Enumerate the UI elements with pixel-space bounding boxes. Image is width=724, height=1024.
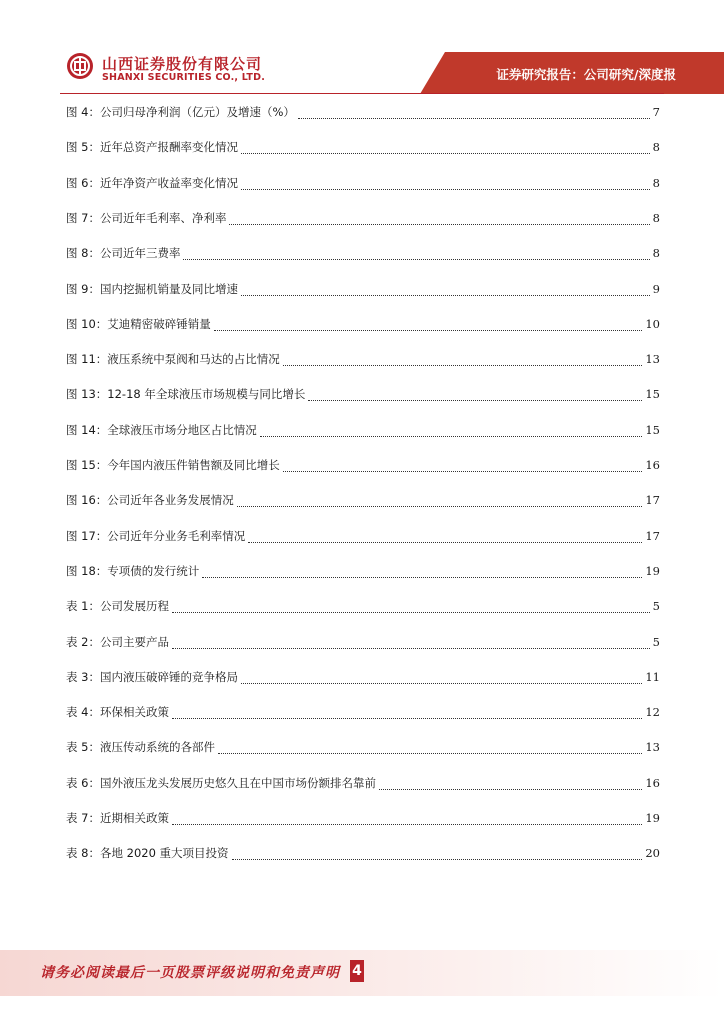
toc-entry-label: 图 13：12-18 年全球液压市场规模与同比增长 (66, 387, 306, 402)
toc-leader-dots (298, 117, 650, 119)
toc-entry[interactable] (66, 422, 660, 442)
toc-entry[interactable] (66, 139, 660, 159)
toc-leader-dots (172, 717, 642, 719)
toc-leader-dots (241, 188, 650, 190)
toc-entry-label: 表 8：各地 2020 重大项目投资 (66, 846, 229, 861)
toc-leader-dots (308, 399, 642, 401)
toc-entry-label: 表 1：公司发展历程 (66, 599, 169, 614)
toc-entry-label: 图 11：液压系统中泵阀和马达的占比情况 (66, 352, 280, 367)
toc-entry-label: 表 7：近期相关政策 (66, 811, 169, 825)
toc-entry-label: 图 8：公司近年三费率 (66, 246, 181, 261)
company-seal-icon (66, 52, 94, 80)
toc-entry-label: 图 10：艾迪精密破碎锤销量 (66, 316, 211, 331)
toc-leader-dots (260, 435, 643, 437)
toc-entry[interactable] (66, 386, 660, 406)
toc-leader-dots (283, 470, 643, 472)
toc-leader-dots (379, 788, 642, 790)
toc-entry-page: 16 (645, 775, 660, 790)
toc-entry[interactable] (66, 634, 660, 654)
toc-entry-label: 表 5：液压传动系统的各部件 (66, 740, 215, 755)
toc-leader-dots (283, 364, 643, 366)
toc-entry-page: 10 (645, 316, 660, 331)
toc-entry[interactable] (66, 563, 660, 583)
toc-entry[interactable] (66, 104, 660, 124)
toc-entry[interactable] (66, 528, 660, 548)
report-type-label: 证券研究报告：公司研究/深度报 (496, 67, 676, 82)
toc-entry-label: 图 4：公司归母净利润（亿元）及增速（%） (66, 105, 295, 119)
toc-entry[interactable] (66, 351, 660, 371)
toc-entry-label: 表 6：国外液压龙头发展历史悠久且在中国市场份额排名靠前 (66, 775, 376, 790)
toc-entry-label: 图 9：国内挖掘机销量及同比增速 (66, 281, 238, 296)
toc-leader-dots (237, 505, 643, 507)
toc-entry-label: 图 5：近年总资产报酬率变化情况 (66, 140, 238, 155)
toc-leader-dots (172, 611, 650, 613)
toc-entry-page: 13 (645, 352, 660, 367)
toc-entry-page: 13 (645, 740, 660, 755)
toc-entry[interactable] (66, 245, 660, 265)
toc-entry-page: 5 (652, 599, 660, 614)
toc-leader-dots (218, 752, 642, 754)
toc-entry-label: 图 7：公司近年毛利率、净利率 (66, 210, 227, 225)
toc-entry-page: 20 (645, 846, 660, 861)
toc-entry-page: 15 (645, 422, 660, 437)
toc-leader-dots (183, 258, 649, 260)
disclaimer-text: 请务必阅读最后一页股票评级说明和免责声明 (40, 965, 340, 981)
toc-entry-label: 图 6：近年净资产收益率变化情况 (66, 175, 238, 190)
toc-entry-page: 9 (652, 281, 660, 296)
toc-entry[interactable] (66, 210, 660, 230)
toc-entry[interactable] (66, 669, 660, 689)
toc-leader-dots (241, 682, 642, 684)
toc-entry-page: 19 (645, 811, 660, 825)
toc-entry-label: 图 14：全球液压市场分地区占比情况 (66, 422, 257, 437)
toc-entry-page: 5 (652, 634, 660, 649)
toc-entry-page: 8 (652, 210, 660, 225)
toc-entry[interactable] (66, 457, 660, 477)
toc-entry-page: 19 (645, 563, 660, 578)
toc-entry-page: 15 (645, 387, 660, 402)
toc-entry[interactable] (66, 704, 660, 724)
page-number: 4 (350, 960, 364, 982)
toc-entry-page: 17 (645, 493, 660, 508)
toc-leader-dots (202, 576, 642, 578)
toc-entry-label: 表 4：环保相关政策 (66, 705, 169, 720)
toc-entry-label: 图 16：公司近年各业务发展情况 (66, 493, 234, 508)
toc-leader-dots (229, 223, 649, 225)
toc-leader-dots (241, 152, 650, 154)
toc-leader-dots (172, 647, 650, 649)
toc-entry-page: 8 (652, 175, 660, 190)
toc-entry[interactable] (66, 739, 660, 759)
company-name-en: SHANXI SECURITIES CO., LTD. (102, 72, 266, 83)
toc-entry-label: 图 17：公司近年分业务毛利率情况 (66, 528, 246, 543)
toc-entry-label: 表 2：公司主要产品 (66, 634, 169, 649)
toc-leader-dots (232, 858, 643, 860)
toc-entry-page: 7 (652, 105, 660, 119)
toc-entry-page: 12 (645, 705, 660, 720)
toc-entry-page: 16 (645, 458, 660, 472)
header-divider (60, 93, 664, 94)
company-name-cn: 山西证券股份有限公司 (102, 55, 263, 73)
toc-entry-page: 8 (652, 246, 660, 261)
toc-entry-label: 图 15：今年国内液压件销售额及同比增长 (66, 458, 280, 472)
toc-entry[interactable] (66, 598, 660, 618)
toc-leader-dots (241, 294, 650, 296)
toc-entry-page: 17 (645, 528, 660, 543)
toc-leader-dots (172, 823, 642, 825)
toc-entry[interactable] (66, 845, 660, 865)
toc-leader-dots (214, 329, 643, 331)
toc-entry[interactable] (66, 316, 660, 336)
toc-entry-page: 11 (645, 669, 660, 684)
toc-entry-label: 图 18：专项债的发行统计 (66, 563, 200, 578)
toc-entry[interactable] (66, 281, 660, 301)
toc-entry[interactable] (66, 810, 660, 830)
toc-leader-dots (248, 541, 642, 543)
toc-entry-label: 表 3：国内液压破碎锤的竞争格局 (66, 669, 238, 684)
page-header (0, 0, 724, 100)
toc-entry[interactable] (66, 775, 660, 795)
toc-entry[interactable] (66, 175, 660, 195)
toc-entry[interactable] (66, 492, 660, 512)
toc-entry-page: 8 (652, 140, 660, 155)
